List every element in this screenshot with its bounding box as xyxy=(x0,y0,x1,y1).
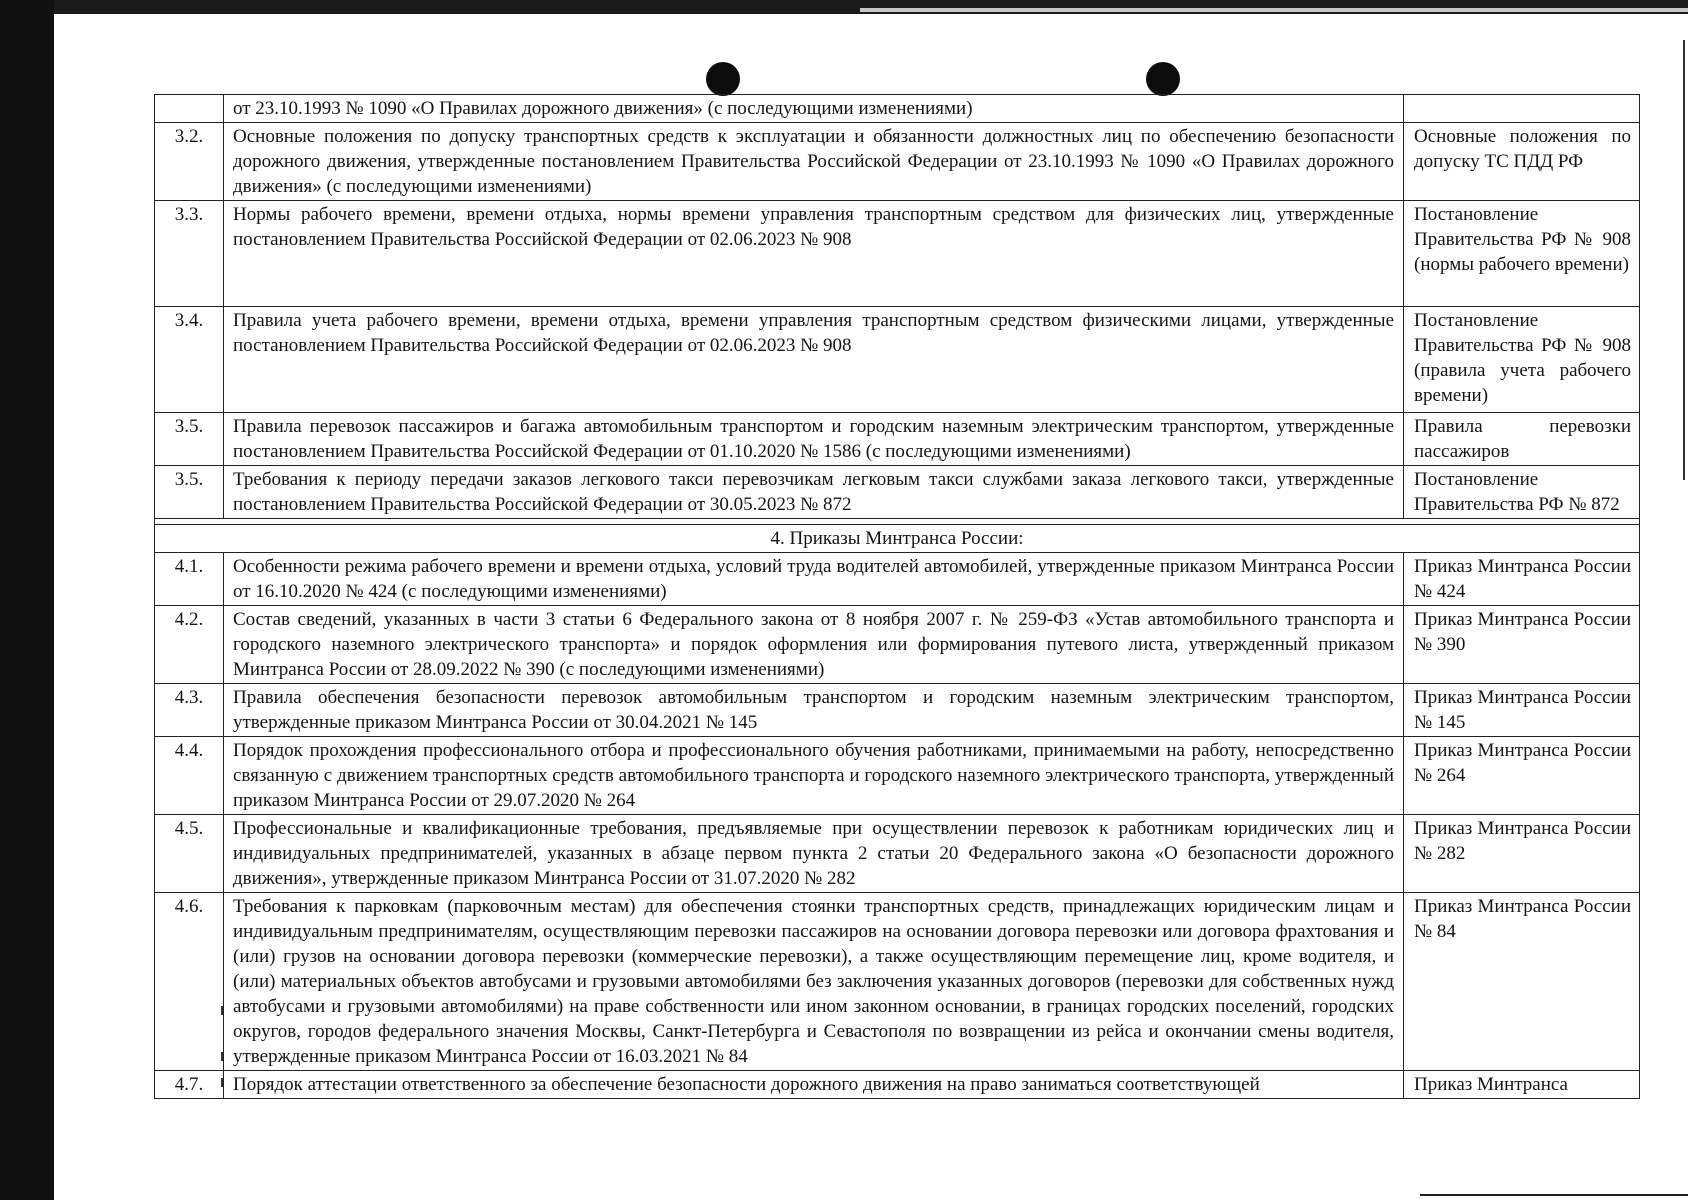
document-title: Профессиональные и квалификационные требования, предъявляемые при осуществлении перевозок к работникам юридических лиц и индивидуальных предпринимателей, указанных в абзаце первом пункта 2 статьи 20 Федерального закона «О безопасности дорожного движения», утвержденные приказом Минтранса России от 31.07.2020 № 282 xyxy=(224,815,1404,893)
table-row xyxy=(155,307,1640,413)
punch-hole-right xyxy=(1146,62,1180,96)
short-name: Приказ Минтранса России № 264 xyxy=(1404,737,1640,815)
document-title: Нормы рабочего времени, времени отдыха, нормы времени управления транспортным средством для физических лиц, утвержденные постановлением Правительства Российской Федерации от 02.06.2023 № 908 xyxy=(224,201,1404,307)
table-row xyxy=(155,606,1640,684)
document-title: Основные положения по допуску транспортных средств к эксплуатации и обязанности должностных лиц по обеспечению безопасности дорожного движения, утвержденные постановлением Правительства Российской Федерации от 23.10.1993 № 1090 «О Правилах дорожного движения» (с последующими изменениями) xyxy=(224,123,1404,201)
scan-edge-right xyxy=(1683,40,1685,480)
document-title: от 23.10.1993 № 1090 «О Правилах дорожного движения» (с последующими изменениями) xyxy=(224,95,1404,123)
short-name: Приказ Минтранса России № 390 xyxy=(1404,606,1640,684)
table-row xyxy=(155,815,1640,893)
document-title: Правила учета рабочего времени, времени отдыха, времени управления транспортным средством физическими лицами, утвержденные постановлением Правительства Российской Федерации от 02.06.2023 № 908 xyxy=(224,307,1404,413)
section-title: 4. Приказы Минтранса России: xyxy=(155,525,1640,553)
short-name: Приказ Минтранса России № 282 xyxy=(1404,815,1640,893)
row-number: 3.2. xyxy=(155,123,224,201)
document-title: Порядок прохождения профессионального отбора и профессионального обучения работниками, принимаемыми на работу, непосредственно связанную с движением транспортных средств автомобильного транспорта и городского наземного электрического транспорта, утвержденный приказом Минтранса России от 29.07.2020 № 264 xyxy=(224,737,1404,815)
document-title: Требования к парковкам (парковочным местам) для обеспечения стоянки транспортных средств, принадлежащих юридическим лицам и индивидуальным предпринимателям, осуществляющим перевозки пассажиров на основании договора перевозки или договора фрахтования и (или) грузов на основании договора перевозки (коммерческие перевозки), а также осуществляющим перемещение лиц, кроме водителя, и (или) материальных объектов автобусами и грузовыми автомобилями без заключения указанных договоров (перевозки для собственных нужд автобусами и грузовыми автомобилями) на праве собственности или ином законном основании, в границах городских поселений, городских округов, городов федерального значения Москвы, Санкт-Петербурга и Севастополя по возвращении из рейса и окончании смены водителя, утвержденные приказом Минтранса России от 16.03.2021 № 84 xyxy=(224,893,1404,1071)
document-title: Требования к периоду передачи заказов легкового такси перевозчикам легковым такси службами заказа легкового такси, утвержденные постановлением Правительства Российской Федерации от 30.05.2023 № 872 xyxy=(224,466,1404,519)
document-title: Порядок аттестации ответственного за обеспечение безопасности дорожного движения на право заниматься соответствующей xyxy=(224,1071,1404,1099)
table-row xyxy=(155,737,1640,815)
table-row xyxy=(155,413,1640,466)
row-number: 4.5. xyxy=(155,815,224,893)
section-header-row xyxy=(155,525,1640,553)
row-number: 4.7. xyxy=(155,1071,224,1099)
row-number: 3.5. xyxy=(155,413,224,466)
scan-edge-left xyxy=(0,0,54,1200)
short-name: Постановление Правительства РФ № 872 xyxy=(1404,466,1640,519)
table-row xyxy=(155,95,1640,123)
row-number: 4.2. xyxy=(155,606,224,684)
row-number: 4.4. xyxy=(155,737,224,815)
row-number: 3.4. xyxy=(155,307,224,413)
scan-edge-top-light xyxy=(860,8,1688,12)
short-name: Правила перевозки пассажиров xyxy=(1404,413,1640,466)
short-name: Приказ Минтранса России № 424 xyxy=(1404,553,1640,606)
table-row xyxy=(155,201,1640,307)
short-name: Постановление Правительства РФ № 908 (правила учета рабочего времени) xyxy=(1404,307,1640,413)
short-name: Постановление Правительства РФ № 908 (нормы рабочего времени) xyxy=(1404,201,1640,307)
document-title: Состав сведений, указанных в части 3 статьи 6 Федерального закона от 8 ноября 2007 г. № 259-ФЗ «Устав автомобильного транспорта и городского наземного электрического транспорта» и порядок оформления или формирования путевого листа, утвержденный приказом Минтранса России от 28.09.2022 № 390 (с последующими изменениями) xyxy=(224,606,1404,684)
table-row xyxy=(155,893,1640,1071)
row-number: 4.3. xyxy=(155,684,224,737)
table-row xyxy=(155,684,1640,737)
short-name xyxy=(1404,95,1640,123)
table-row xyxy=(155,553,1640,606)
document-title: Особенности режима рабочего времени и времени отдыха, условий труда водителей автомобилей, утвержденные приказом Минтранса России от 16.10.2020 № 424 (с последующими изменениями) xyxy=(224,553,1404,606)
row-number: 3.5. xyxy=(155,466,224,519)
short-name: Приказ Минтранса России № 84 xyxy=(1404,893,1640,1071)
row-number: 4.6. xyxy=(155,893,224,1071)
document-title: Правила перевозок пассажиров и багажа автомобильным транспортом и городским наземным электрическим транспортом, утвержденные постановлением Правительства Российской Федерации от 01.10.2020 № 1586 (с последующими изменениями) xyxy=(224,413,1404,466)
short-name: Основные положения по допуску ТС ПДД РФ xyxy=(1404,123,1640,201)
punch-hole-left xyxy=(706,62,740,96)
table-row xyxy=(155,123,1640,201)
document-title: Правила обеспечения безопасности перевозок автомобильным транспортом и городским наземным электрическим транспортом, утвержденные приказом Минтранса России от 30.04.2021 № 145 xyxy=(224,684,1404,737)
short-name: Приказ Минтранса xyxy=(1404,1071,1640,1099)
table-row xyxy=(155,1071,1640,1099)
row-number xyxy=(155,95,224,123)
row-number: 3.3. xyxy=(155,201,224,307)
short-name: Приказ Минтранса России № 145 xyxy=(1404,684,1640,737)
regulations-table xyxy=(154,94,1640,1099)
table-row xyxy=(155,466,1640,519)
scan-edge-bottom xyxy=(1420,1194,1688,1196)
row-number: 4.1. xyxy=(155,553,224,606)
